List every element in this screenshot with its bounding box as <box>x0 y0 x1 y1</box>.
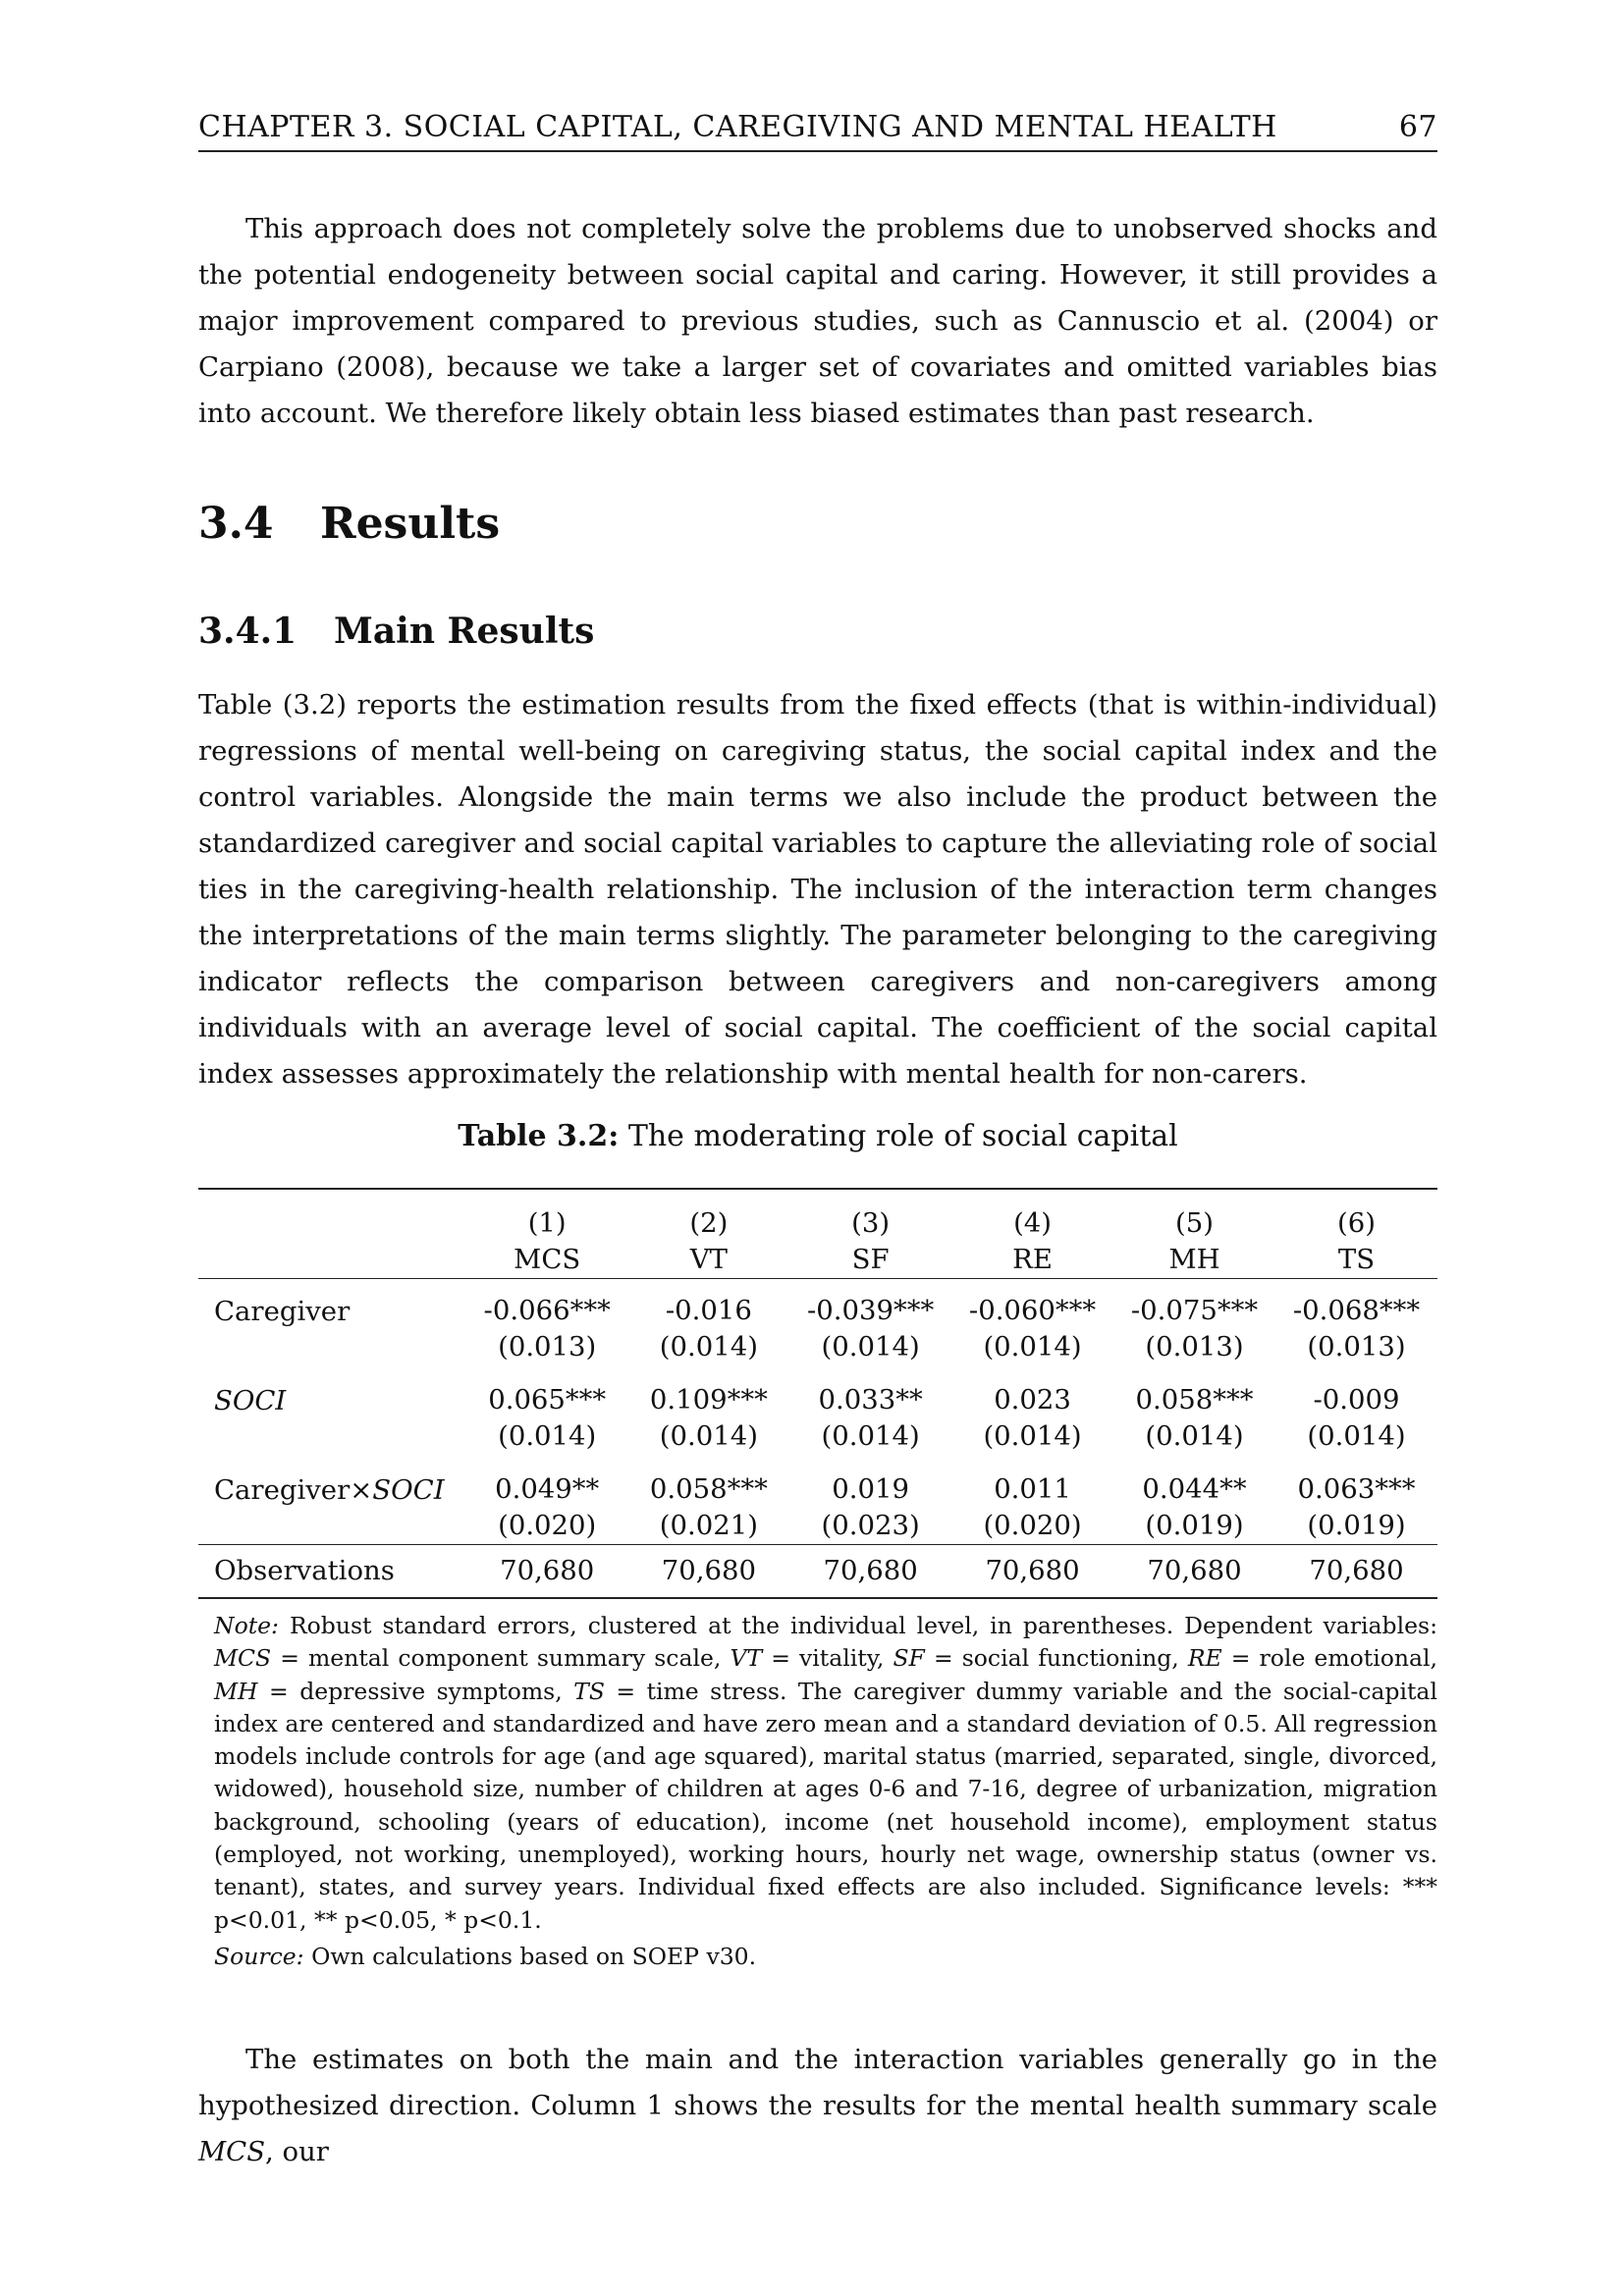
std-error-cell: (0.020) <box>498 1510 597 1541</box>
column-number: (5) <box>1175 1207 1214 1239</box>
column-name: MH <box>1168 1244 1220 1275</box>
regression-table <box>198 1188 1437 1599</box>
column-name: SF <box>851 1244 890 1275</box>
column-name: VT <box>689 1244 728 1275</box>
column-number: (4) <box>1013 1207 1053 1239</box>
observations-cell: 70,680 <box>1113 1545 1275 1599</box>
observations-cell: 70,680 <box>1275 1545 1437 1599</box>
observations-cell: 70,680 <box>951 1545 1113 1599</box>
table-row-observations <box>198 1545 1437 1599</box>
section-title: Results <box>320 499 501 549</box>
row-label: Caregiver×SOCI <box>214 1473 445 1506</box>
std-error-cell: (0.014) <box>983 1331 1082 1362</box>
page-number: 67 <box>1398 110 1437 144</box>
row-label: Caregiver <box>214 1295 351 1327</box>
coefficient-cell: 0.049** <box>495 1473 600 1505</box>
column-name: MCS <box>514 1244 581 1275</box>
table-row-se <box>198 1508 1437 1545</box>
table-row-se <box>198 1329 1437 1365</box>
coefficient-cell: 0.065*** <box>488 1384 607 1415</box>
observations-cell: 70,680 <box>628 1545 789 1599</box>
std-error-cell: (0.014) <box>821 1420 920 1452</box>
column-number: (3) <box>851 1207 891 1239</box>
table-caption-text: The moderating role of social capital <box>627 1119 1178 1153</box>
subsection-title: Main Results <box>334 611 595 652</box>
coefficient-cell: 0.063*** <box>1297 1473 1416 1505</box>
coefficient-cell: -0.066*** <box>483 1295 611 1326</box>
coefficient-cell: 0.109*** <box>649 1384 768 1415</box>
std-error-cell: (0.023) <box>821 1510 920 1541</box>
running-head <box>198 110 1437 152</box>
table-row-coef <box>198 1471 1437 1508</box>
coefficient-cell: 0.058*** <box>1135 1384 1254 1415</box>
subsection-heading <box>198 611 594 652</box>
coefficient-cell: 0.011 <box>994 1473 1071 1505</box>
std-error-cell: (0.014) <box>498 1420 597 1452</box>
coefficient-cell: 0.044** <box>1142 1473 1247 1505</box>
std-error-cell: (0.014) <box>1307 1420 1406 1452</box>
table-caption <box>198 1119 1437 1153</box>
std-error-cell: (0.014) <box>1145 1420 1244 1452</box>
std-error-cell: (0.020) <box>983 1510 1082 1541</box>
coefficient-cell: -0.016 <box>665 1295 752 1326</box>
coefficient-cell: -0.009 <box>1313 1384 1400 1415</box>
table-row-coef <box>198 1293 1437 1329</box>
row-label: Observations <box>198 1545 466 1599</box>
std-error-cell: (0.014) <box>659 1331 758 1362</box>
std-error-cell: (0.013) <box>498 1331 597 1362</box>
section-heading <box>198 499 500 549</box>
coefficient-cell: -0.039*** <box>806 1295 935 1326</box>
table-row-coef <box>198 1382 1437 1418</box>
std-error-cell: (0.013) <box>1145 1331 1244 1362</box>
coefficient-cell: -0.068*** <box>1292 1295 1421 1326</box>
std-error-cell: (0.021) <box>659 1510 758 1541</box>
column-number-row <box>198 1205 1437 1242</box>
section-number: 3.4 <box>198 499 274 549</box>
table-note: Note: Robust standard errors, clustered at the individual level, in parentheses. Dependent variables: MCS = mental component summary scale, VT = vitality, SF = social functioning, RE = role emotional, MH = depressive symptoms, TS = time stress. The caregiver dummy variable and the social-capital index are centered and standardized and have zero mean and a standard deviation of 0.5. All regression models include controls for age (and age squared), marital status (married, separated, single, divorced, widowed), household size, number of children at ages 0-6 and 7-16, degree of urbanization, migration background, schooling (years of education), income (net household income), employment status (employed, not working, unemployed), working hours, hourly net wage, ownership status (owner vs. tenant), states, and survey years. Individual fixed effects are also included. Significance levels: *** p<0.01, ** p<0.05, * p<0.1. <box>214 1612 1438 1934</box>
column-name: TS <box>1337 1244 1376 1275</box>
observations-cell: 70,680 <box>466 1545 628 1599</box>
std-error-cell: (0.019) <box>1307 1510 1406 1541</box>
chapter-title: CHAPTER 3. SOCIAL CAPITAL, CAREGIVING AND MENTAL HEALTH <box>198 110 1277 144</box>
coefficient-cell: 0.058*** <box>649 1473 768 1505</box>
column-number: (1) <box>527 1207 567 1239</box>
std-error-cell: (0.014) <box>983 1420 1082 1452</box>
paragraph-results: Table (3.2) reports the estimation results from the fixed effects (that is within-individual) regressions of mental well-being on caregiving status, the social capital index and the control variables. Alongside the main terms we also include the product between the standardized caregiver and social capital variables to capture the alleviating role of social ties in the caregiving-health relationship. The inclusion of the interaction term changes the interpretations of the main terms slightly. The parameter belonging to the caregiving indicator reflects the comparison between caregivers and non-caregivers among individuals with an average level of social capital. The coefficient of the social capital index assesses approximately the relationship with mental health for non-carers. <box>198 689 1437 1090</box>
column-number: (6) <box>1337 1207 1376 1239</box>
std-error-cell: (0.014) <box>659 1420 758 1452</box>
row-label: SOCI <box>214 1384 287 1416</box>
paragraph-intro: This approach does not completely solve the problems due to unobserved shocks and the potential endogeneity between social capital and caring. However, it still provides a major improvement compared to previous studies, such as Cannuscio et al. (2004) or Carpiano (2008), because we take a larger set of covariates and omitted variables bias into account. We therefore likely obtain less biased estimates than past research. <box>198 213 1437 429</box>
coefficient-cell: -0.060*** <box>968 1295 1097 1326</box>
std-error-cell: (0.019) <box>1145 1510 1244 1541</box>
column-number: (2) <box>689 1207 729 1239</box>
std-error-cell: (0.013) <box>1307 1331 1406 1362</box>
coefficient-cell: 0.019 <box>832 1473 909 1505</box>
coefficient-cell: 0.023 <box>994 1384 1071 1415</box>
column-name: RE <box>1012 1244 1053 1275</box>
table-source: Source: Own calculations based on SOEP v30. <box>214 1943 757 1970</box>
column-name-row <box>198 1242 1437 1279</box>
std-error-cell: (0.014) <box>821 1331 920 1362</box>
coefficient-cell: 0.033** <box>818 1384 923 1415</box>
observations-cell: 70,680 <box>789 1545 951 1599</box>
table-caption-label: Table 3.2: <box>458 1119 620 1153</box>
table-row-se <box>198 1418 1437 1455</box>
paragraph-discussion: The estimates on both the main and the interaction variables generally go in the hypothesized direction. Column 1 shows the results for the mental health summary scale MCS, our <box>198 2044 1437 2167</box>
subsection-number: 3.4.1 <box>198 611 298 652</box>
coefficient-cell: -0.075*** <box>1130 1295 1259 1326</box>
